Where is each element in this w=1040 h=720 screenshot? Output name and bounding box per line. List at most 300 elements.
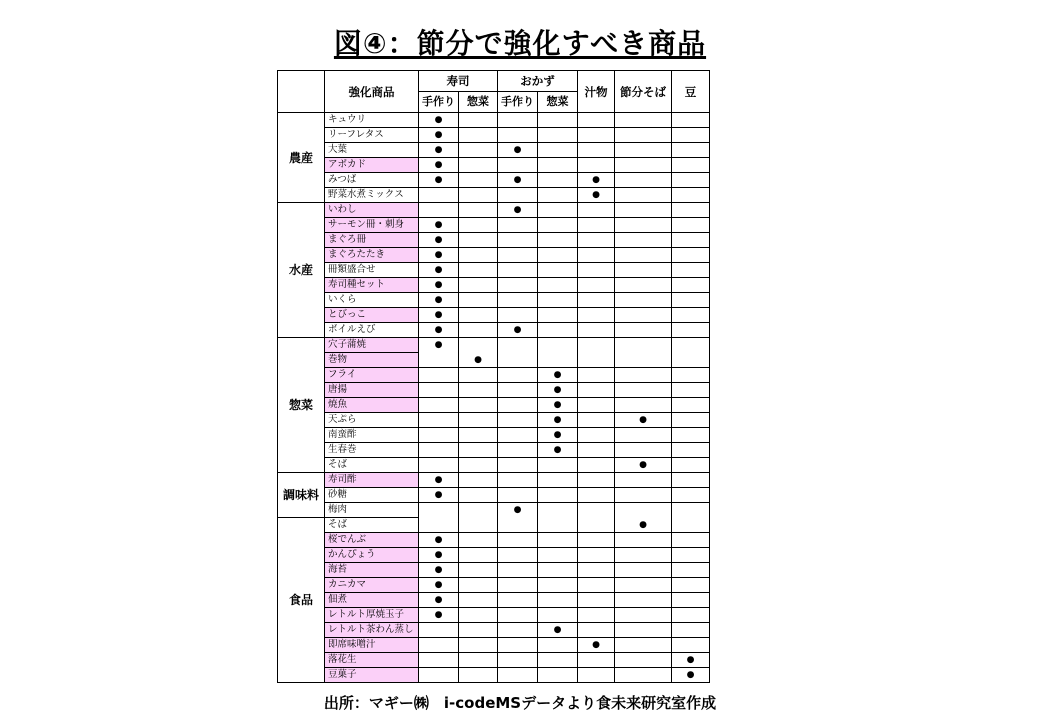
product-name: かんぴょう bbox=[325, 548, 419, 563]
mark-cell bbox=[578, 548, 615, 563]
product-name: 巻物 bbox=[325, 353, 419, 368]
mark-cell bbox=[672, 188, 710, 203]
mark-cell: ● bbox=[419, 143, 459, 158]
mark-cell bbox=[578, 653, 615, 668]
mark-cell bbox=[615, 503, 672, 518]
mark-cell bbox=[498, 263, 538, 278]
mark-cell bbox=[538, 203, 578, 218]
mark-cell bbox=[578, 458, 615, 473]
mark-cell bbox=[419, 518, 459, 533]
mark-cell bbox=[498, 593, 538, 608]
mark-cell bbox=[459, 188, 498, 203]
table-row bbox=[278, 458, 710, 473]
mark-cell: ● bbox=[578, 638, 615, 653]
mark-cell bbox=[578, 503, 615, 518]
product-name: レトルト茶わん蒸し bbox=[325, 623, 419, 638]
mark-cell bbox=[672, 218, 710, 233]
table-row bbox=[278, 623, 710, 638]
mark-cell bbox=[459, 518, 498, 533]
table-row bbox=[278, 323, 710, 338]
header-group-sushi: 寿司 bbox=[419, 71, 498, 92]
product-name: 砂糖 bbox=[325, 488, 419, 503]
table-row bbox=[278, 368, 710, 383]
mark-cell bbox=[615, 473, 672, 488]
mark-cell bbox=[419, 623, 459, 638]
mark-cell bbox=[672, 368, 710, 383]
mark-cell bbox=[419, 668, 459, 683]
mark-cell bbox=[578, 563, 615, 578]
mark-cell bbox=[615, 368, 672, 383]
product-name: 天ぷら bbox=[325, 413, 419, 428]
mark-cell bbox=[459, 623, 498, 638]
table-row bbox=[278, 248, 710, 263]
mark-cell bbox=[578, 293, 615, 308]
mark-cell bbox=[459, 563, 498, 578]
mark-cell bbox=[538, 638, 578, 653]
mark-cell bbox=[419, 653, 459, 668]
mark-cell bbox=[498, 353, 538, 368]
mark-cell bbox=[498, 473, 538, 488]
mark-cell bbox=[459, 458, 498, 473]
mark-cell bbox=[672, 638, 710, 653]
mark-cell bbox=[578, 608, 615, 623]
product-name: カニカマ bbox=[325, 578, 419, 593]
mark-cell bbox=[538, 653, 578, 668]
mark-cell: ● bbox=[419, 473, 459, 488]
mark-cell bbox=[615, 668, 672, 683]
mark-cell bbox=[615, 308, 672, 323]
product-name: みつば bbox=[325, 173, 419, 188]
header-mame: 豆 bbox=[672, 71, 710, 113]
mark-cell bbox=[459, 218, 498, 233]
mark-cell bbox=[498, 638, 538, 653]
mark-cell bbox=[672, 623, 710, 638]
mark-cell bbox=[672, 158, 710, 173]
mark-cell bbox=[578, 473, 615, 488]
table-row bbox=[278, 638, 710, 653]
mark-cell bbox=[578, 158, 615, 173]
mark-cell bbox=[672, 293, 710, 308]
category-label: 調味料 bbox=[278, 473, 325, 518]
mark-cell bbox=[538, 278, 578, 293]
product-name: リーフレタス bbox=[325, 128, 419, 143]
mark-cell bbox=[498, 383, 538, 398]
mark-cell: ● bbox=[459, 353, 498, 368]
mark-cell: ● bbox=[498, 203, 538, 218]
mark-cell: ● bbox=[538, 623, 578, 638]
mark-cell bbox=[538, 668, 578, 683]
mark-cell bbox=[459, 158, 498, 173]
product-name: まぐろ冊 bbox=[325, 233, 419, 248]
product-name: 佃煮 bbox=[325, 593, 419, 608]
mark-cell: ● bbox=[419, 173, 459, 188]
mark-cell bbox=[672, 263, 710, 278]
mark-cell bbox=[498, 293, 538, 308]
mark-cell bbox=[672, 593, 710, 608]
mark-cell bbox=[615, 488, 672, 503]
category-label: 水産 bbox=[278, 203, 325, 338]
mark-cell bbox=[578, 233, 615, 248]
mark-cell: ● bbox=[419, 293, 459, 308]
mark-cell bbox=[459, 638, 498, 653]
table-row bbox=[278, 113, 710, 128]
mark-cell bbox=[615, 608, 672, 623]
mark-cell bbox=[578, 338, 615, 353]
page-title: 図④：節分で強化すべき商品 bbox=[333, 27, 707, 60]
header-okazu-handmade: 手作り bbox=[498, 92, 538, 113]
mark-cell bbox=[538, 578, 578, 593]
product-name: レトルト厚焼玉子 bbox=[325, 608, 419, 623]
mark-cell bbox=[672, 248, 710, 263]
mark-cell bbox=[615, 143, 672, 158]
mark-cell bbox=[459, 278, 498, 293]
mark-cell bbox=[672, 503, 710, 518]
mark-cell bbox=[459, 578, 498, 593]
mark-cell bbox=[459, 173, 498, 188]
product-name: 生春巻 bbox=[325, 443, 419, 458]
table-row bbox=[278, 173, 710, 188]
mark-cell bbox=[615, 128, 672, 143]
product-name: アボカド bbox=[325, 158, 419, 173]
mark-cell bbox=[538, 293, 578, 308]
mark-cell bbox=[615, 353, 672, 368]
mark-cell: ● bbox=[419, 548, 459, 563]
mark-cell: ● bbox=[419, 338, 459, 353]
mark-cell bbox=[615, 263, 672, 278]
mark-cell bbox=[498, 653, 538, 668]
mark-cell bbox=[498, 128, 538, 143]
header-sushi-souzai: 惣菜 bbox=[459, 92, 498, 113]
mark-cell: ● bbox=[419, 323, 459, 338]
mark-cell bbox=[538, 563, 578, 578]
mark-cell bbox=[538, 323, 578, 338]
table-row bbox=[278, 128, 710, 143]
mark-cell: ● bbox=[615, 458, 672, 473]
table-row bbox=[278, 533, 710, 548]
mark-cell bbox=[459, 608, 498, 623]
mark-cell bbox=[419, 368, 459, 383]
mark-cell bbox=[578, 518, 615, 533]
mark-cell bbox=[538, 353, 578, 368]
table-row bbox=[278, 353, 710, 368]
mark-cell bbox=[672, 413, 710, 428]
mark-cell bbox=[578, 143, 615, 158]
table-row bbox=[278, 473, 710, 488]
product-name: サーモン冊・刺身 bbox=[325, 218, 419, 233]
mark-cell bbox=[498, 158, 538, 173]
mark-cell bbox=[498, 428, 538, 443]
table-row bbox=[278, 548, 710, 563]
product-name: 大葉 bbox=[325, 143, 419, 158]
mark-cell bbox=[538, 533, 578, 548]
mark-cell: ● bbox=[538, 413, 578, 428]
mark-cell bbox=[498, 533, 538, 548]
mark-cell bbox=[672, 398, 710, 413]
table-row bbox=[278, 653, 710, 668]
product-name: 落花生 bbox=[325, 653, 419, 668]
mark-cell bbox=[459, 323, 498, 338]
mark-cell bbox=[578, 488, 615, 503]
table-row bbox=[278, 593, 710, 608]
mark-cell bbox=[578, 263, 615, 278]
table-row bbox=[278, 218, 710, 233]
product-name: 即席味噌汁 bbox=[325, 638, 419, 653]
mark-cell bbox=[538, 218, 578, 233]
mark-cell bbox=[498, 443, 538, 458]
mark-cell bbox=[498, 278, 538, 293]
mark-cell: ● bbox=[498, 173, 538, 188]
mark-cell bbox=[578, 443, 615, 458]
mark-cell bbox=[419, 353, 459, 368]
mark-cell: ● bbox=[672, 668, 710, 683]
mark-cell bbox=[459, 548, 498, 563]
mark-cell bbox=[672, 383, 710, 398]
product-name: まぐろたたき bbox=[325, 248, 419, 263]
mark-cell bbox=[615, 203, 672, 218]
mark-cell bbox=[578, 428, 615, 443]
mark-cell bbox=[419, 638, 459, 653]
mark-cell: ● bbox=[538, 368, 578, 383]
mark-cell: ● bbox=[419, 533, 459, 548]
product-name: いくら bbox=[325, 293, 419, 308]
mark-cell bbox=[615, 188, 672, 203]
mark-cell bbox=[672, 338, 710, 353]
table-row bbox=[278, 413, 710, 428]
mark-cell bbox=[578, 668, 615, 683]
mark-cell bbox=[578, 353, 615, 368]
product-name: 穴子蒲焼 bbox=[325, 338, 419, 353]
mark-cell bbox=[672, 518, 710, 533]
mark-cell bbox=[419, 398, 459, 413]
mark-cell bbox=[538, 158, 578, 173]
mark-cell bbox=[498, 308, 538, 323]
product-name: とびっこ bbox=[325, 308, 419, 323]
product-name: いわし bbox=[325, 203, 419, 218]
table-row bbox=[278, 278, 710, 293]
table-row bbox=[278, 203, 710, 218]
mark-cell bbox=[578, 128, 615, 143]
mark-cell bbox=[615, 293, 672, 308]
mark-cell bbox=[498, 413, 538, 428]
mark-cell bbox=[459, 383, 498, 398]
mark-cell bbox=[672, 563, 710, 578]
mark-cell bbox=[615, 158, 672, 173]
mark-cell bbox=[615, 578, 672, 593]
mark-cell bbox=[615, 428, 672, 443]
mark-cell: ● bbox=[419, 593, 459, 608]
mark-cell bbox=[578, 383, 615, 398]
table-row bbox=[278, 488, 710, 503]
table-row bbox=[278, 338, 710, 353]
mark-cell bbox=[615, 248, 672, 263]
mark-cell bbox=[578, 248, 615, 263]
mark-cell bbox=[615, 383, 672, 398]
mark-cell bbox=[498, 233, 538, 248]
mark-cell bbox=[615, 533, 672, 548]
table-row bbox=[278, 503, 710, 518]
mark-cell bbox=[459, 308, 498, 323]
mark-cell bbox=[459, 293, 498, 308]
mark-cell bbox=[578, 368, 615, 383]
mark-cell: ● bbox=[538, 443, 578, 458]
mark-cell bbox=[419, 443, 459, 458]
mark-cell bbox=[538, 518, 578, 533]
mark-cell bbox=[538, 473, 578, 488]
mark-cell bbox=[672, 428, 710, 443]
mark-cell: ● bbox=[578, 188, 615, 203]
product-name: 寿司種セット bbox=[325, 278, 419, 293]
source-note: 出所：マギー㈱ i-codeMSデータより食未来研究室作成 bbox=[323, 694, 717, 712]
table-row bbox=[278, 398, 710, 413]
mark-cell bbox=[498, 563, 538, 578]
mark-cell bbox=[615, 323, 672, 338]
mark-cell bbox=[459, 653, 498, 668]
mark-cell: ● bbox=[419, 278, 459, 293]
mark-cell bbox=[498, 518, 538, 533]
mark-cell bbox=[578, 278, 615, 293]
mark-cell bbox=[459, 593, 498, 608]
product-name: 冊類盛合せ bbox=[325, 263, 419, 278]
product-name: 梅肉 bbox=[325, 503, 419, 518]
mark-cell: ● bbox=[419, 488, 459, 503]
mark-cell bbox=[459, 413, 498, 428]
mark-cell bbox=[615, 338, 672, 353]
mark-cell bbox=[672, 203, 710, 218]
table-row bbox=[278, 143, 710, 158]
table-body bbox=[278, 113, 710, 683]
mark-cell bbox=[672, 308, 710, 323]
table-row bbox=[278, 158, 710, 173]
mark-cell bbox=[498, 218, 538, 233]
mark-cell: ● bbox=[419, 563, 459, 578]
mark-cell: ● bbox=[419, 218, 459, 233]
mark-cell bbox=[419, 413, 459, 428]
category-label: 農産 bbox=[278, 113, 325, 203]
mark-cell: ● bbox=[615, 413, 672, 428]
mark-cell bbox=[538, 503, 578, 518]
table-row bbox=[278, 578, 710, 593]
mark-cell bbox=[578, 533, 615, 548]
mark-cell bbox=[672, 548, 710, 563]
mark-cell: ● bbox=[419, 233, 459, 248]
mark-cell bbox=[459, 263, 498, 278]
mark-cell bbox=[578, 398, 615, 413]
mark-cell bbox=[615, 113, 672, 128]
product-name: 寿司酢 bbox=[325, 473, 419, 488]
mark-cell bbox=[538, 113, 578, 128]
mark-cell: ● bbox=[498, 323, 538, 338]
mark-cell bbox=[578, 623, 615, 638]
mark-cell bbox=[538, 233, 578, 248]
mark-cell bbox=[578, 308, 615, 323]
mark-cell bbox=[419, 428, 459, 443]
mark-cell bbox=[498, 113, 538, 128]
mark-cell: ● bbox=[498, 143, 538, 158]
table-row bbox=[278, 443, 710, 458]
mark-cell bbox=[672, 353, 710, 368]
mark-cell bbox=[459, 248, 498, 263]
mark-cell bbox=[459, 503, 498, 518]
table-row bbox=[278, 308, 710, 323]
mark-cell bbox=[498, 668, 538, 683]
product-name: ボイルえび bbox=[325, 323, 419, 338]
mark-cell bbox=[538, 338, 578, 353]
product-name: 桜でんぶ bbox=[325, 533, 419, 548]
product-name: 唐揚 bbox=[325, 383, 419, 398]
mark-cell bbox=[538, 308, 578, 323]
mark-cell: ● bbox=[419, 113, 459, 128]
mark-cell bbox=[578, 578, 615, 593]
header-product: 強化商品 bbox=[325, 71, 419, 113]
table-row bbox=[278, 668, 710, 683]
mark-cell: ● bbox=[615, 518, 672, 533]
category-label: 食品 bbox=[278, 518, 325, 683]
mark-cell bbox=[459, 428, 498, 443]
mark-cell: ● bbox=[578, 173, 615, 188]
mark-cell: ● bbox=[419, 248, 459, 263]
mark-cell bbox=[459, 398, 498, 413]
mark-cell bbox=[459, 488, 498, 503]
mark-cell bbox=[538, 143, 578, 158]
mark-cell bbox=[498, 578, 538, 593]
product-name: 南蛮酢 bbox=[325, 428, 419, 443]
mark-cell: ● bbox=[419, 308, 459, 323]
mark-cell bbox=[615, 218, 672, 233]
mark-cell bbox=[498, 458, 538, 473]
mark-cell bbox=[672, 173, 710, 188]
mark-cell bbox=[615, 638, 672, 653]
header-shirumono: 汁物 bbox=[578, 71, 615, 113]
table-row bbox=[278, 188, 710, 203]
mark-cell: ● bbox=[419, 608, 459, 623]
mark-cell bbox=[578, 203, 615, 218]
table-row bbox=[278, 233, 710, 248]
mark-cell bbox=[419, 458, 459, 473]
mark-cell bbox=[615, 623, 672, 638]
mark-cell: ● bbox=[672, 653, 710, 668]
table-row bbox=[278, 293, 710, 308]
mark-cell bbox=[538, 488, 578, 503]
mark-cell bbox=[538, 128, 578, 143]
mark-cell bbox=[672, 533, 710, 548]
mark-cell bbox=[459, 128, 498, 143]
mark-cell bbox=[615, 173, 672, 188]
mark-cell bbox=[538, 188, 578, 203]
mark-cell bbox=[672, 488, 710, 503]
mark-cell bbox=[578, 413, 615, 428]
table-row bbox=[278, 263, 710, 278]
product-name: 焼魚 bbox=[325, 398, 419, 413]
mark-cell: ● bbox=[538, 398, 578, 413]
category-label: 惣菜 bbox=[278, 338, 325, 473]
product-name: 豆菓子 bbox=[325, 668, 419, 683]
product-name: 野菜水煮ミックス bbox=[325, 188, 419, 203]
mark-cell bbox=[538, 608, 578, 623]
product-table bbox=[277, 70, 710, 683]
mark-cell bbox=[615, 563, 672, 578]
mark-cell bbox=[538, 593, 578, 608]
mark-cell bbox=[672, 323, 710, 338]
product-name: キュウリ bbox=[325, 113, 419, 128]
product-name: そば bbox=[325, 518, 419, 533]
mark-cell bbox=[538, 248, 578, 263]
mark-cell bbox=[498, 608, 538, 623]
mark-cell bbox=[498, 338, 538, 353]
mark-cell bbox=[459, 533, 498, 548]
mark-cell bbox=[672, 128, 710, 143]
mark-cell bbox=[419, 503, 459, 518]
mark-cell bbox=[615, 398, 672, 413]
